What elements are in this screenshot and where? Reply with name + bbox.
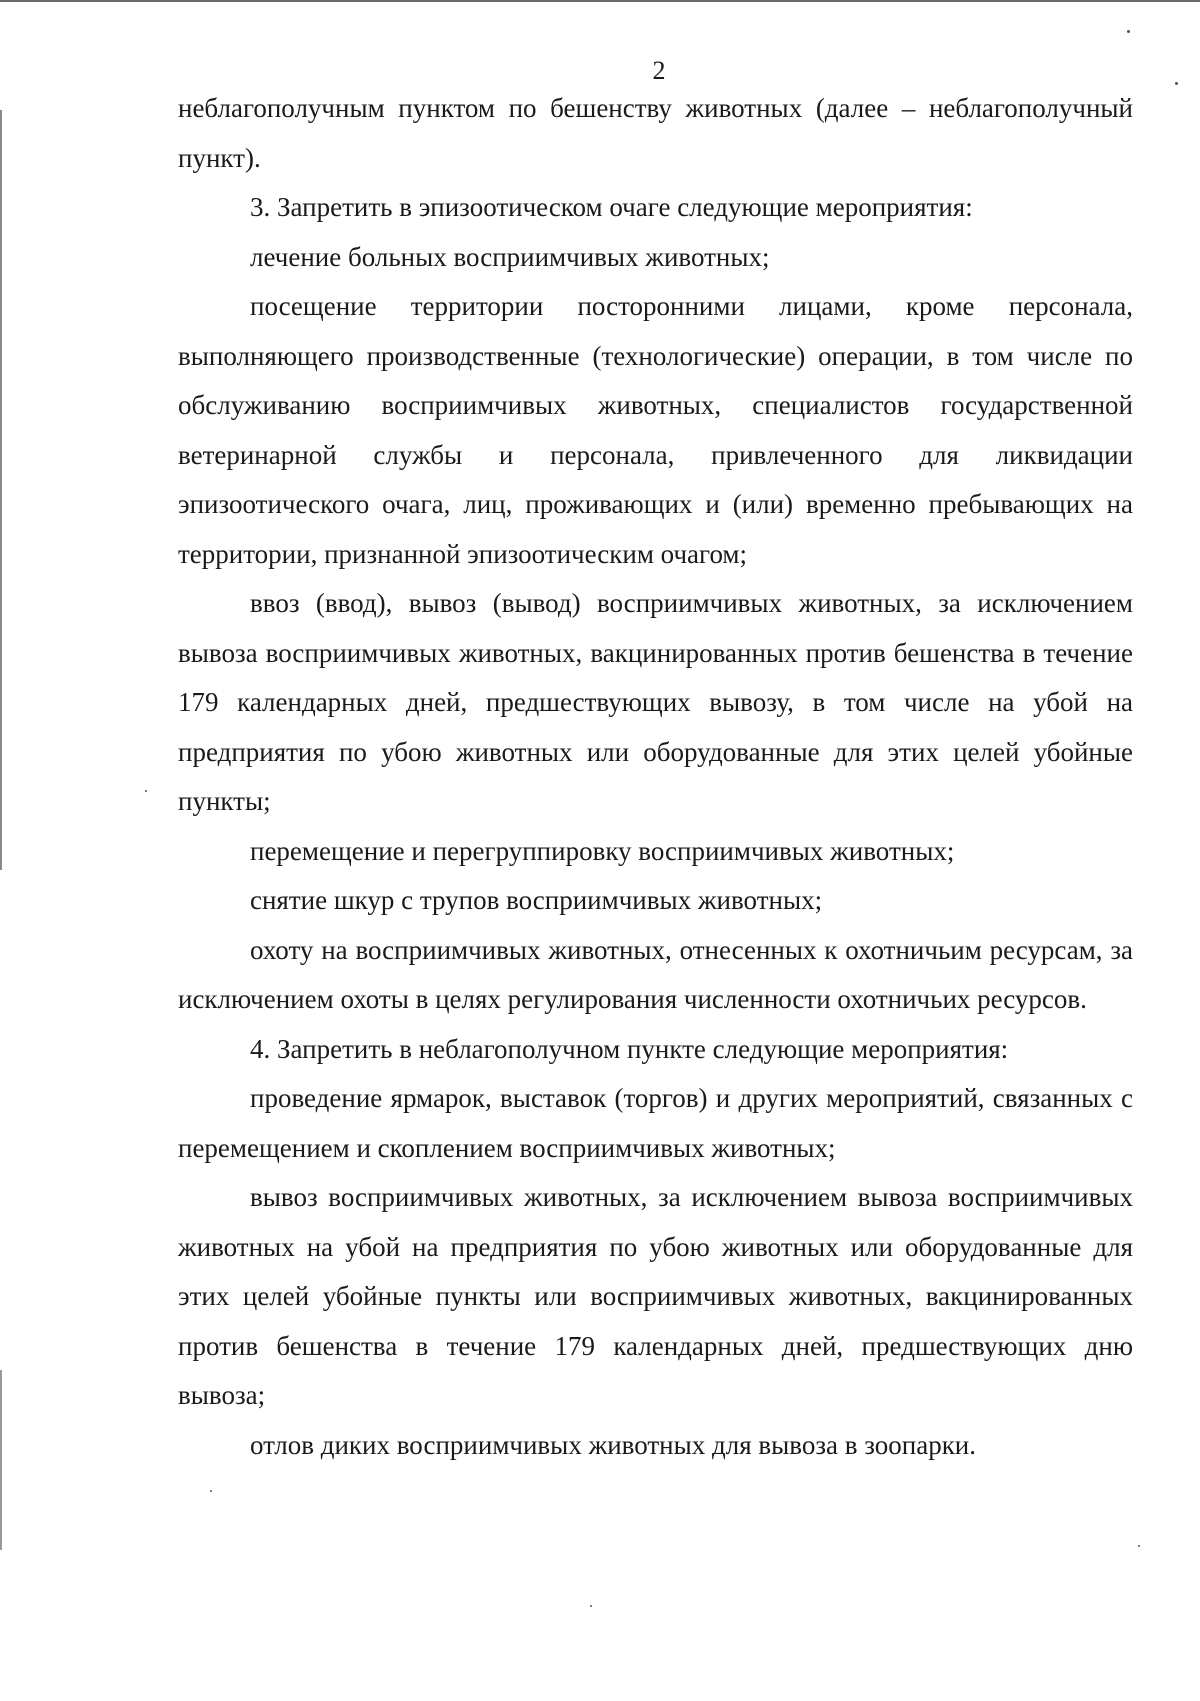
- paragraph: 4. Запретить в неблагополучном пункте следующие мероприятия:: [250, 1033, 1009, 1064]
- scan-left-edge-lower: [0, 1370, 2, 1550]
- paragraph: снятие шкур с трупов восприимчивых животных;: [250, 885, 823, 915]
- paragraph: 3. Запретить в эпизоотическом очаге следующие мероприятия:: [250, 192, 973, 222]
- paragraph: лечение больных восприимчивых животных;: [250, 241, 770, 272]
- paragraph: посещение территории посторонними лицами, кроме персонала, выполняющего производственные (технологические) операции, в том числе по обслуживанию восприимчивых животных, специалистов государственной ветеринарной службы и персонала, привлеченного для ликвидации эпизоотического очага, лиц, проживающих и (или) временно пребывающих на территории, признанной эпизоотическим очагом;: [178, 291, 1133, 569]
- scan-speck: [145, 790, 147, 792]
- paragraph: проведение ярмарок, выставок (торгов) и других мероприятий, связанных с перемещением и скоплением восприимчивых животных;: [178, 1083, 1133, 1163]
- scan-top-edge: [0, 0, 1200, 2]
- paragraph: отлов диких восприимчивых животных для вывоза в зоопарки.: [250, 1429, 977, 1460]
- document-body: [178, 84, 1133, 1470]
- paragraph: неблагополучным пунктом по бешенству животных (далее – неблагополучный пункт).: [178, 93, 1133, 173]
- paragraph: вывоз восприимчивых животных, за исключением вывоза восприимчивых животных на убой на предприятия по убою животных или оборудованные для этих целей убойные пункты или восприимчивых животных, вакцинированных против бешенства в течение 179 календарных дней, предшествующих дню вывоза;: [178, 1182, 1133, 1410]
- scan-speck: [1127, 30, 1130, 33]
- page-number: 2: [652, 56, 666, 85]
- scan-speck: [210, 1490, 212, 1492]
- scan-speck: [1175, 82, 1178, 85]
- scan-speck: [590, 1605, 592, 1607]
- paragraph: перемещение и перегруппировку восприимчивых животных;: [250, 835, 955, 866]
- paragraph: охоту на восприимчивых животных, отнесенных к охотничьим ресурсам, за исключением охоты в целях регулирования численности охотничьих ресурсов.: [178, 934, 1133, 1014]
- paragraph: ввоз (ввод), вывоз (вывод) восприимчивых животных, за исключением вывоза восприимчивых животных, вакцинированных против бешенства в течение 179 календарных дней, предшествующих вывозу, в том числе на убой на предприятия по убою животных или оборудованные для этих целей убойные пункты;: [178, 588, 1133, 816]
- scan-speck: [1138, 1545, 1140, 1547]
- scan-left-edge: [0, 110, 2, 870]
